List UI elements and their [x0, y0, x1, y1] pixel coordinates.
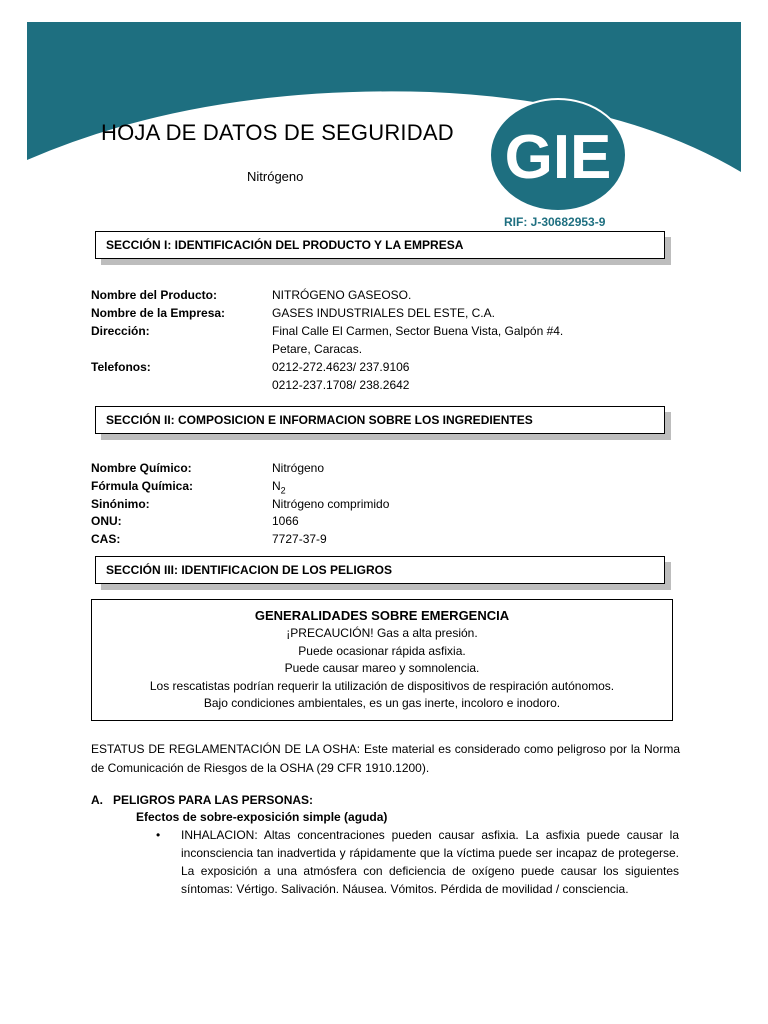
detail-label: Nombre de la Empresa:: [91, 306, 226, 320]
detail-label: Fórmula Química:: [91, 478, 194, 493]
detail-value: Final Calle El Carmen, Sector Buena Vista, Galpón #4.: [272, 324, 564, 338]
logo-text: GIE: [504, 123, 612, 192]
detail-label: CAS:: [91, 532, 121, 547]
hazards-heading-text: PELIGROS PARA LAS PERSONAS:: [113, 793, 314, 807]
hazards-heading: [91, 793, 313, 807]
section-2-title: SECCIÓN II: COMPOSICION E INFORMACION SOBRE LOS INGREDIENTES: [106, 413, 533, 427]
detail-value: 7727-37-9: [272, 532, 327, 547]
page-title: HOJA DE DATOS DE SEGURIDAD: [101, 120, 454, 145]
emergency-line: Puede causar mareo y somnolencia.: [284, 661, 480, 675]
detail-value: NITRÓGENO GASEOSO.: [272, 288, 412, 302]
detail-label: ONU:: [91, 514, 122, 529]
hazards-letter: A.: [91, 793, 103, 807]
section-1-title: SECCIÓN I: IDENTIFICACIÓN DEL PRODUCTO Y LA EMPRESA: [106, 238, 464, 252]
detail-label: Nombre Químico:: [91, 461, 192, 475]
detail-value: 0212-237.1708/ 238.2642: [272, 378, 410, 392]
product-subtitle: Nitrógeno: [247, 169, 304, 184]
section-2-header: [95, 406, 665, 434]
gie-logo: [488, 98, 628, 214]
detail-value: 1066: [272, 514, 299, 529]
detail-label: Sinónimo:: [91, 496, 150, 511]
emergency-line: ¡PRECAUCIÓN! Gas a alta presión.: [286, 626, 478, 640]
detail-value: Petare, Caracas.: [272, 342, 363, 356]
detail-value: Nitrógeno: [272, 461, 325, 475]
detail-label: Dirección:: [91, 324, 150, 338]
chemical-formula: $N_2$: [272, 478, 286, 496]
banner-shape: [27, 22, 741, 172]
section-3-header: [95, 556, 665, 584]
section-3-title: SECCIÓN III: IDENTIFICACION DE LOS PELIGROS: [106, 563, 393, 577]
emergency-line: Puede ocasionar rápida asfixia.: [298, 643, 466, 658]
emergency-overview-box: [91, 599, 673, 721]
emergency-title: GENERALIDADES SOBRE EMERGENCIA: [254, 608, 510, 623]
bullet-icon: •: [156, 828, 161, 842]
effects-heading: Efectos de sobre-exposición simple (aguda): [136, 810, 388, 824]
detail-value: GASES INDUSTRIALES DEL ESTE, C.A.: [272, 306, 495, 320]
detail-value: Nitrógeno comprimido: [272, 496, 390, 511]
emergency-line: Los rescatistas podrían requerir la utilización de dispositivos de respiración autónomos.: [149, 678, 615, 693]
inhalation-text: INHALACION: Altas concentraciones pueden causar asfixia. La asfixia puede causar la inconsciencia tan inadvertida y rápidamente que la víctima puede ser incapaz de protegerse. La exposición a una atmósfera con deficiencia de oxígeno puede causar los siguientes síntomas: Vértigo. Salivación. Náusea. Vómitos. Pérdida de movilidad / consciencia.: [181, 828, 679, 896]
detail-label: Telefonos:: [91, 360, 151, 374]
emergency-line: Bajo condiciones ambientales, es un gas inerte, incoloro e inodoro.: [203, 696, 561, 710]
osha-status-paragraph: ESTATUS DE REGLAMENTACIÓN DE LA OSHA: Este material es considerado como peligroso por la Norma de Comunicación de Riesgos de la OSHA (29 CFR 1910.1200).: [91, 742, 680, 775]
detail-label: Nombre del Producto:: [91, 288, 218, 302]
section-1-header: [95, 231, 665, 259]
rif-number: RIF: J-30682953-9: [504, 215, 606, 229]
detail-value: 0212-272.4623/ 237.9106: [272, 360, 410, 374]
